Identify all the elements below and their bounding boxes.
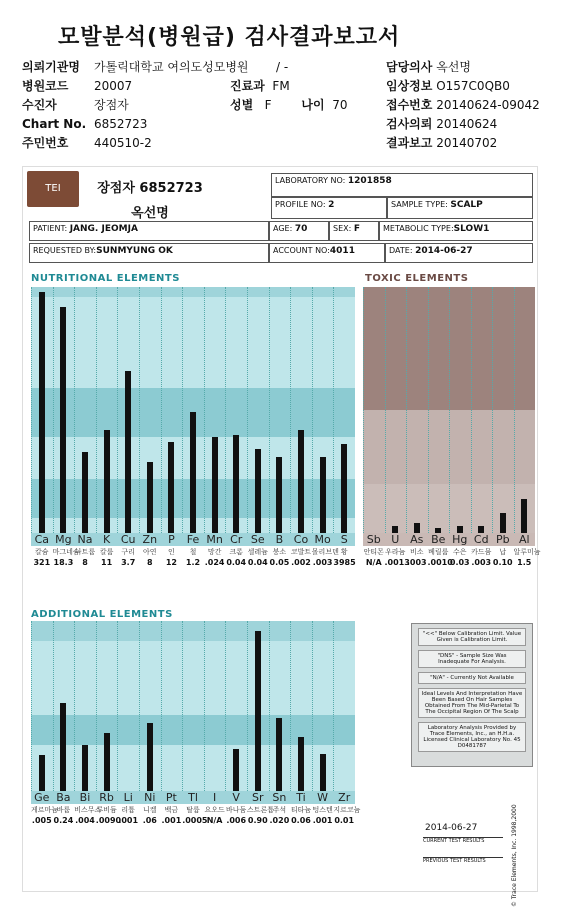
element-korean-name: 코발트 (290, 548, 312, 556)
result-label: 결과보고 (386, 136, 433, 150)
sex-label: 성별 (230, 98, 254, 112)
element-value: .006 (226, 816, 247, 825)
grid-column (161, 287, 162, 533)
chart-value: 6852723 (94, 117, 148, 131)
element-value: .001 (312, 816, 333, 825)
grid-column (139, 621, 140, 791)
element-korean-name: 수은 (452, 548, 467, 556)
element-korean-name: 비스무스 (74, 806, 102, 814)
report-age-value: 70 (294, 224, 308, 234)
lab-no-value: 1201858 (347, 176, 392, 186)
element-korean-name: 안티몬 (363, 548, 384, 556)
footer-date: 2014-06-27 (425, 823, 478, 833)
element-symbol: Hg (449, 533, 471, 546)
element-symbol: P (161, 533, 183, 546)
element-value: 0.06 (291, 816, 311, 825)
grid-column (31, 621, 32, 791)
element-korean-name: 텅스텐 (312, 806, 333, 814)
element-bar (298, 430, 304, 533)
grid-column (312, 287, 313, 533)
element-symbol: Sr (247, 791, 269, 804)
element-value: .001 (161, 816, 182, 825)
institution-label: 의뢰기관명 (22, 60, 80, 74)
sex-value: F (264, 98, 272, 112)
element-symbol: Ba (53, 791, 75, 804)
grid-column (225, 287, 226, 533)
header-right (386, 58, 540, 153)
date-label: DATE: (389, 246, 413, 255)
grid-column (225, 621, 226, 791)
date-value: 2014-06-27 (415, 246, 473, 256)
element-symbol: U (385, 533, 407, 546)
element-bar (276, 718, 282, 791)
metabolic-box (379, 221, 533, 241)
name-line-2: 옥선명 (131, 206, 169, 221)
element-bar (341, 444, 347, 533)
requested-value: 20140624 (436, 117, 498, 131)
element-value: 0.03 (449, 558, 470, 567)
element-symbol: Mn (204, 533, 226, 546)
hospital-code-value: 20007 (94, 79, 133, 93)
element-symbol: Rb (96, 791, 118, 804)
element-symbol: Al (514, 533, 536, 546)
element-bar (82, 745, 88, 791)
report-sex-value: F (353, 224, 361, 234)
doctor-value: 옥선명 (436, 60, 471, 74)
element-symbol: B (269, 533, 291, 546)
header-mid (230, 58, 347, 115)
element-value: .0005 (182, 816, 208, 825)
date-box (385, 243, 533, 263)
element-symbol: Li (117, 791, 139, 804)
element-korean-name: 카드뮴 (471, 548, 492, 556)
range-band (31, 621, 355, 641)
element-bar (147, 462, 153, 533)
element-korean-name: 황 (340, 548, 348, 556)
toxic-title: TOXIC ELEMENTS (365, 273, 469, 284)
element-bar (82, 452, 88, 533)
report-patient-label: PATIENT: (33, 224, 68, 233)
element-bar (392, 526, 398, 533)
element-value: 0.24 (53, 816, 74, 825)
patient-name-box (85, 169, 215, 225)
element-korean-name: 요오드 (204, 806, 225, 814)
requested-box (29, 243, 269, 263)
grid-column (312, 621, 313, 791)
element-korean-name: 몰리브덴 (311, 548, 339, 556)
element-symbol: Ca (31, 533, 53, 546)
element-value: 3985 (333, 558, 356, 567)
element-symbol: Be (428, 533, 450, 546)
element-symbol: S (333, 533, 355, 546)
grid-column (204, 287, 205, 533)
nutritional-labels (31, 533, 355, 573)
element-value: 0.05 (269, 558, 290, 567)
clinical-label: 임상정보 (386, 79, 433, 93)
rrn-value: 440510-2 (94, 136, 152, 150)
grid-column (269, 287, 270, 533)
element-value: N/A (365, 558, 382, 567)
element-value: 18.3 (53, 558, 74, 567)
report-age-label: AGE: (273, 224, 293, 233)
element-bar (190, 412, 196, 533)
element-korean-name: 베릴륨 (428, 548, 449, 556)
element-bar (276, 457, 282, 533)
previous-results-label: PREVIOUS TEST RESULTS (423, 857, 503, 864)
element-symbol: Mg (53, 533, 75, 546)
element-korean-name: 칼륨 (99, 548, 114, 556)
metabolic-value: SLOW1 (453, 224, 490, 234)
grid-column (161, 621, 162, 791)
element-bar (500, 513, 506, 533)
element-bar (233, 749, 239, 792)
additional-labels (31, 791, 361, 835)
legend-item-1: "<<" Below Calibration Limit. Value Given is Calibration Limit. (418, 628, 526, 646)
element-bar (60, 307, 66, 533)
element-symbol: Co (290, 533, 312, 546)
element-korean-name: 루비듐 (96, 806, 117, 814)
nutritional-chart (31, 287, 355, 533)
clinical-value: O157C0QB0 (436, 79, 510, 93)
nutritional-title: NUTRITIONAL ELEMENTS (31, 273, 180, 284)
element-korean-name: 구리 (121, 548, 135, 556)
grid-column (182, 287, 183, 533)
header-left (22, 58, 86, 153)
element-value: .001 (118, 816, 139, 825)
report-patient-value: JANG. JEOMJA (69, 224, 138, 234)
sex-box (329, 221, 379, 241)
requested-by-value: SUNMYUNG OK (96, 246, 173, 256)
grid-column (74, 287, 75, 533)
element-bar (233, 435, 239, 533)
institution-value: 가톨릭대학교 여의도성모병원 (94, 60, 249, 74)
element-symbol: Fe (182, 533, 204, 546)
element-value: .002 (291, 558, 311, 567)
lab-report (22, 166, 541, 907)
grid-column (117, 287, 118, 533)
element-korean-name: 나트륨 (74, 548, 96, 556)
element-bar (255, 449, 261, 533)
element-korean-name: 바륨 (56, 806, 71, 814)
doctor-label: 담당의사 (386, 60, 433, 74)
report-title: 모발분석(병원급) 검사결과보고서 (58, 25, 401, 50)
element-bar (478, 526, 484, 533)
element-korean-name: 우라늄 (385, 548, 406, 556)
grid-column (428, 287, 429, 533)
slash-text: / - (276, 60, 289, 74)
element-bar (320, 754, 326, 791)
element-korean-name: 니켈 (143, 806, 157, 814)
dept-value: FM (272, 79, 290, 93)
element-korean-name: 바나듐 (226, 806, 247, 814)
element-bar (212, 437, 218, 533)
grid-column (492, 287, 493, 533)
element-value: .0013 (384, 558, 410, 567)
grid-column (290, 621, 291, 791)
element-symbol: K (96, 533, 118, 546)
copyright-text: © Trace Elements, Inc. 1998,2000 (511, 804, 518, 907)
element-symbol: W (312, 791, 334, 804)
element-value: .0090 (95, 816, 122, 825)
legend-item-5: Laboratory Analysis Provided by Trace Elements, Inc., an H.H.a. Licensed Clinical Laboratory No. 45 D0481787 (418, 722, 526, 752)
chart-label: Chart No. (22, 117, 87, 131)
element-value: .003 (406, 558, 427, 567)
profile-value: 2 (328, 200, 335, 210)
element-korean-name: 셀레늄 (247, 548, 268, 556)
patient-value: 장점자 (94, 98, 129, 112)
element-korean-name: 아연 (143, 548, 157, 556)
grid-column (449, 287, 450, 533)
grid-column (385, 287, 386, 533)
grid-column (96, 287, 97, 533)
element-bar (125, 371, 131, 533)
element-korean-name: 티타늄 (290, 806, 312, 814)
sample-box (387, 197, 533, 219)
element-bar (39, 292, 45, 533)
element-value: .0010 (427, 558, 453, 567)
element-value: 11 (101, 558, 113, 567)
element-symbol: Cu (117, 533, 139, 546)
element-symbol: Pb (492, 533, 514, 546)
grid-column (269, 621, 270, 791)
element-korean-name: 비소 (409, 548, 424, 556)
element-bar (39, 755, 45, 791)
element-value: 12 (165, 558, 177, 567)
age-label: 나이 (301, 98, 325, 112)
dept-label: 진료과 (230, 79, 265, 93)
profile-box (271, 197, 387, 219)
element-symbol: Pt (161, 791, 183, 804)
element-value: N/A (206, 816, 223, 825)
sample-label: SAMPLE TYPE: (391, 200, 448, 209)
element-korean-name: 주석 (272, 806, 287, 814)
grid-column (333, 621, 334, 791)
element-value: 0.04 (226, 558, 247, 567)
element-symbol: V (225, 791, 247, 804)
element-bar (521, 499, 527, 533)
element-value: 3.7 (121, 558, 136, 567)
report-sex-label: SEX: (333, 224, 352, 233)
element-symbol: Bi (74, 791, 96, 804)
name-line-1: 장점자 6852723 (97, 181, 203, 196)
rrn-label: 주민번호 (22, 136, 69, 150)
grid-column (31, 287, 32, 533)
element-korean-name: 철 (189, 548, 197, 556)
element-korean-name: 리튬 (121, 806, 135, 814)
element-bar (255, 631, 261, 791)
element-bar (60, 703, 66, 791)
grid-column (53, 621, 54, 791)
grid-column (290, 287, 291, 533)
grid-column (247, 287, 248, 533)
element-korean-name: 지르코늄 (333, 806, 361, 814)
receipt-value: 20140624-09042 (436, 98, 540, 112)
current-results-label: CURRENT TEST RESULTS (423, 837, 503, 844)
element-symbol: Ge (31, 791, 53, 804)
receipt-label: 접수번호 (386, 98, 433, 112)
element-value: 0.04 (247, 558, 268, 567)
element-value: .005 (31, 816, 52, 825)
element-symbol: Mo (312, 533, 334, 546)
age-value: 70 (332, 98, 348, 112)
header-left-values (94, 58, 249, 153)
range-band (31, 287, 355, 297)
element-korean-name: 탈륨 (186, 806, 200, 814)
lab-logo: TEI (27, 171, 79, 207)
element-value: .06 (142, 816, 157, 825)
element-korean-name: 크롬 (229, 548, 243, 556)
element-korean-name: 붕소 (272, 548, 287, 556)
element-korean-name: 망간 (207, 548, 222, 556)
element-korean-name: 납 (499, 548, 507, 556)
element-bar (147, 723, 153, 791)
legend-item-2: "DNS" - Sample Size Was Inadequate For Analysis. (418, 650, 526, 668)
profile-label: PROFILE NO: (275, 200, 326, 209)
element-symbol: Tl (182, 791, 204, 804)
legend-box (411, 623, 533, 767)
element-value: .024 (204, 558, 225, 567)
element-value: .004 (75, 816, 95, 825)
grid-column (117, 621, 118, 791)
element-value: .003 (312, 558, 333, 567)
sample-value: SCALP (450, 200, 483, 210)
account-label: ACCOUNT NO: (273, 246, 330, 255)
patient-box (29, 221, 269, 241)
range-band (31, 715, 355, 746)
patient-label: 수진자 (22, 98, 57, 112)
element-value: 0.10 (492, 558, 513, 567)
element-bar (168, 442, 174, 533)
element-korean-name: 인 (168, 548, 175, 556)
element-korean-name: 마그네슘 (52, 548, 80, 556)
element-symbol: Zr (333, 791, 355, 804)
element-symbol: Na (74, 533, 96, 546)
toxic-chart (363, 287, 535, 533)
element-symbol: Sn (269, 791, 291, 804)
element-bar (104, 733, 110, 791)
element-symbol: I (204, 791, 226, 804)
element-symbol: Ti (290, 791, 312, 804)
element-korean-name: 게르마늄 (31, 806, 59, 814)
element-value: 8 (82, 558, 88, 567)
legend-item-3: "N/A" - Currently Not Available (418, 672, 526, 684)
account-box (269, 243, 385, 263)
metabolic-label: METABOLIC TYPE: (383, 224, 454, 233)
additional-chart (31, 621, 355, 791)
element-korean-name: 칼슘 (35, 548, 49, 556)
element-value: .003 (471, 558, 492, 567)
grid-column (471, 287, 472, 533)
grid-column (247, 621, 248, 791)
grid-column (53, 287, 54, 533)
element-value: 8 (147, 558, 153, 567)
element-symbol: Zn (139, 533, 161, 546)
element-symbol: Cr (225, 533, 247, 546)
grid-column (363, 287, 364, 533)
account-value: 4011 (329, 246, 355, 256)
grid-column (406, 287, 407, 533)
element-korean-name: 스트론튬 (247, 806, 275, 814)
requested-by-label: REQUESTED BY: (33, 246, 97, 255)
grid-column (182, 621, 183, 791)
requested-label: 검사의뢰 (386, 117, 433, 131)
element-value: 0.90 (247, 816, 268, 825)
lab-no-box (271, 173, 533, 197)
element-symbol: Sb (363, 533, 385, 546)
grid-column (333, 287, 334, 533)
element-value: 1.5 (517, 558, 532, 567)
element-value: 0.01 (334, 816, 355, 825)
element-bar (298, 737, 304, 791)
element-symbol: Ni (139, 791, 161, 804)
legend-item-4: Ideal Levels And Interpretation Have Been Based On Hair Samples Obtained From The Mid-Parietal To The Occipital Region Of The Scalp (418, 688, 526, 718)
element-symbol: Cd (471, 533, 493, 546)
element-bar (414, 523, 420, 533)
toxic-labels (363, 533, 541, 573)
element-korean-name: 알루미늄 (513, 548, 541, 556)
result-value: 20140702 (436, 136, 498, 150)
age-box (269, 221, 329, 241)
grid-column (204, 621, 205, 791)
grid-column (74, 621, 75, 791)
element-value: 321 (33, 558, 51, 567)
element-bar (457, 526, 463, 533)
grid-column (96, 621, 97, 791)
element-bar (320, 457, 326, 533)
lab-no-label: LABORATORY NO: (275, 176, 346, 185)
grid-column (139, 287, 140, 533)
element-bar (104, 430, 110, 533)
element-value: 1.2 (185, 558, 201, 567)
hospital-code-label: 병원코드 (22, 79, 69, 93)
additional-title: ADDITIONAL ELEMENTS (31, 609, 173, 620)
element-symbol: As (406, 533, 428, 546)
grid-column (514, 287, 515, 533)
element-korean-name: 백금 (164, 806, 179, 814)
element-value: .020 (269, 816, 290, 825)
element-symbol: Se (247, 533, 269, 546)
